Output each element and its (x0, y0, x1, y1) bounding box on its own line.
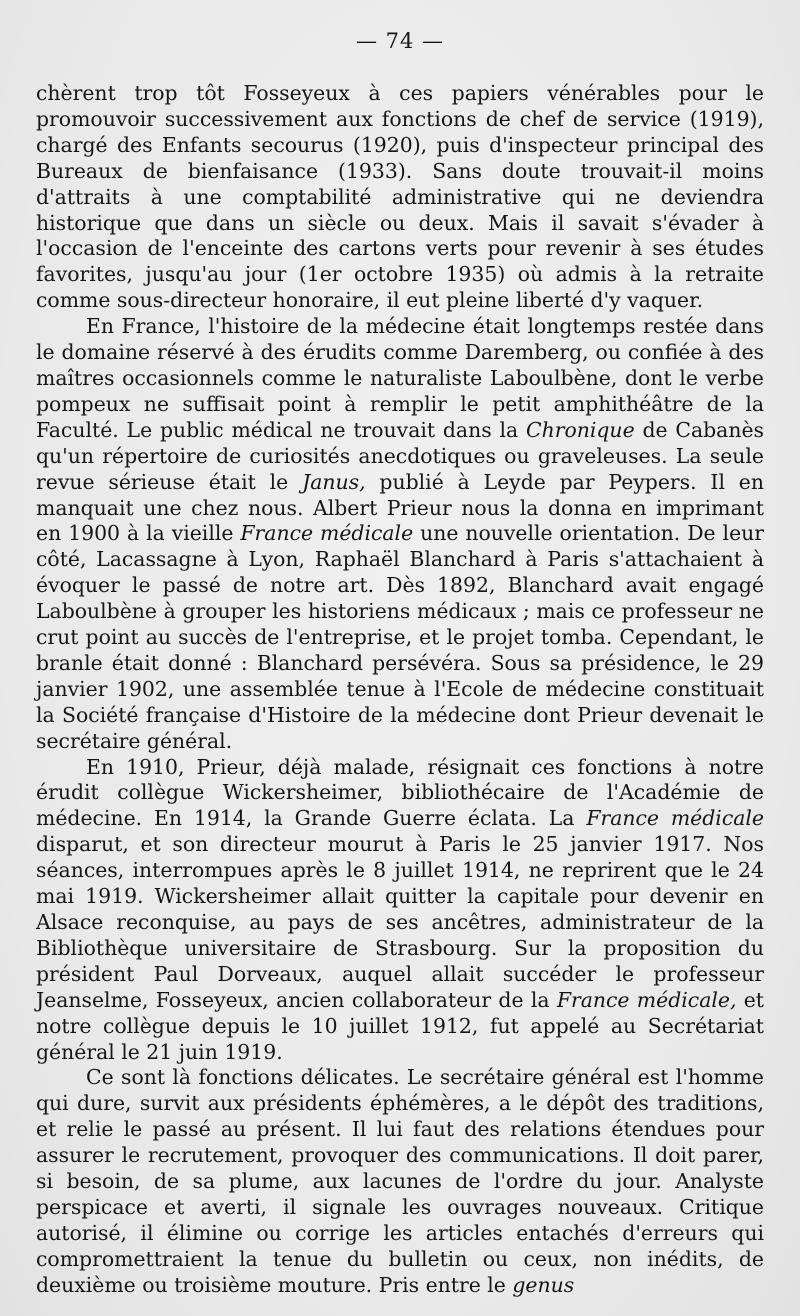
paragraph-3 (36, 755, 764, 1066)
text-run: de Cabanès qu'un répertoire de curiosités anecdotiques ou graveleuses. La seule revue sérieuse était le (36, 417, 764, 494)
italic-text-run: France médicale (586, 806, 764, 831)
text-run: disparut, et son directeur mourut à Paris le 25 janvier 1917. Nos séances, interrompues après le 8 juillet 1914, ne reprirent que le 24 mai 1919. Wickersheimer allait quitter la capitale pour devenir en Alsace reconquise, au pays de ses ancêtres, administrateur de la Bibliothèque universitaire de Strasbourg. Sur la proposition du président Paul Dorveaux, auquel allait succéder le professeur Jeanselme, Fosseyeux, ancien collaborateur de la (36, 832, 764, 1012)
text-run: Ce sont là fonctions délicates. Le secrétaire général est l'homme qui dure, survit aux présidents éphémères, a le dépôt des traditions, et relie le passé au présent. Il lui faut des relations étendues pour assurer le recrutement, provoquer des communications. Il doit parer, si besoin, de sa plume, aux lacunes de l'ordre du jour. Analyste perspicace et averti, il signale les ouvrages nouveaux. Critique autorisé, il élimine ou corrige les articles entachés d'erreurs qui compromettraient la tenue du bulletin ou ceux, non inédits, de deuxième ou troisième mouture. Pris entre le (36, 1065, 764, 1297)
text-run: une nouvelle orientation. De leur côté, Lacassagne à Lyon, Raphaël Blanchard à Paris s'attachaient à évoquer le passé de notre art. Dès 1892, Blanchard avait engagé Laboulbène à grouper les historiens médicaux ; mais ce professeur ne crut point au succès de l'entreprise, et le projet tomba. Cependant, le branle était donné : Blanchard persévéra. Sous sa présidence, le 29 janvier 1902, une assemblée tenue à l'Ecole de médecine constituait la Société française d'Histoire de la médecine dont Prieur devenait le secrétaire général. (36, 521, 765, 753)
italic-text-run: Janus, (302, 469, 366, 494)
text-run: En 1910, Prieur, déjà malade, résignait ces fonctions à notre érudit collègue Wickersheimer, bibliothécaire de l'Académie de médecine. En 1914, la Grande Guerre éclata. La (36, 754, 764, 831)
text-run: et notre collègue depuis le 10 juillet 1912, fut appelé au Secrétariat général le 21 juin 1919. (36, 987, 765, 1064)
italic-text-run: Chronique (525, 417, 635, 442)
italic-text-run: France médicale (240, 521, 414, 546)
text-run: chèrent trop tôt Fosseyeux à ces papiers vénérables pour le promouvoir successivement aux fonctions de chef de service (1919), chargé des Enfants secourus (1920), puis d'inspecteur principal des Bureaux de bienfaisance (1933). Sans doute trouvait-il moins d'attraits à une comptabilité administrative qui ne deviendra historique que dans un siècle ou deux. Mais il savait s'évader à l'occasion de l'enceinte des cartons verts pour revenir à ses études favorites, jusqu'au jour (1er octobre 1935) où admis à la retraite comme sous-directeur honoraire, il eut pleine liberté d'y vaquer. (36, 81, 764, 313)
italic-text-run: France médicale, (556, 987, 737, 1012)
text-run: En France, l'histoire de la médecine était longtemps restée dans le domaine réservé à des érudits comme Daremberg, ou confiée à des maîtres occasionnels comme le naturaliste Laboulbène, dont le verbe pompeux ne suffisait point à remplir le petit amphithéâtre de la Faculté. Le public médical ne trouvait dans la (36, 314, 764, 442)
paragraph-2 (36, 314, 764, 754)
paragraph-4 (36, 1065, 764, 1298)
italic-text-run: genus (512, 1272, 575, 1297)
page-number: — 74 — (355, 29, 445, 53)
body-text (36, 81, 764, 1299)
paragraph-1 (36, 81, 764, 314)
text-run: publié à Leyde par Peypers. Il en manquait une chez nous. Albert Prieur nous la donna en imprimant en 1900 à la vieille (36, 469, 765, 546)
